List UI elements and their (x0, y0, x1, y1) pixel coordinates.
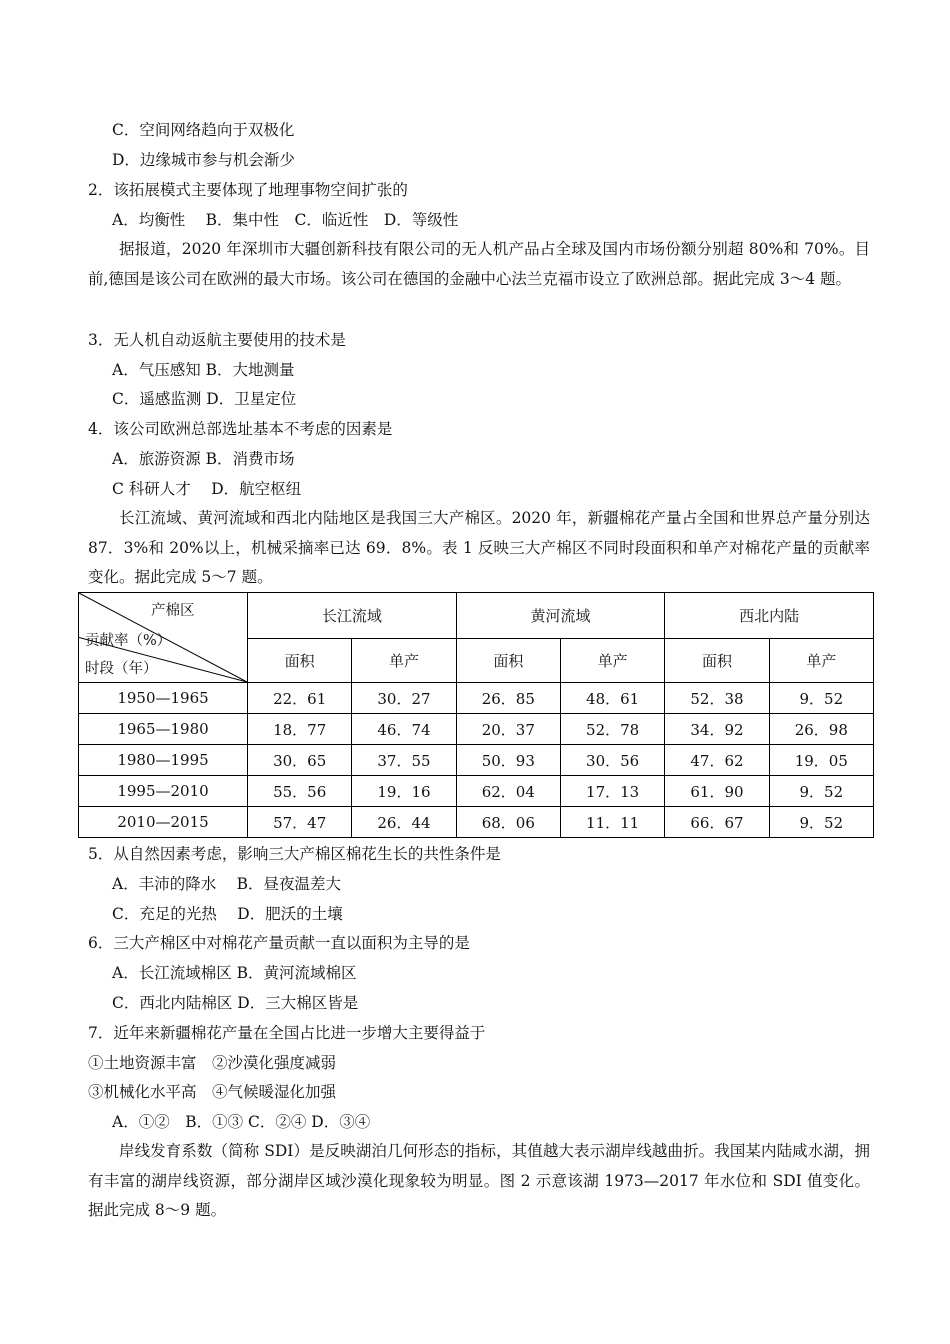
value-cell: 62．04 (456, 776, 560, 807)
value-cell: 18．77 (248, 714, 352, 745)
q1-option-c: C．空间网络趋向于双极化 (112, 121, 295, 139)
value-cell: 48．61 (560, 683, 664, 714)
q7-items-3-4: ③机械化水平高 ④气候暖湿化加强 (88, 1083, 337, 1101)
period-cell: 2010—2015 (79, 807, 248, 838)
q2-options: A．均衡性 B．集中性 C．临近性 D．等级性 (112, 211, 459, 229)
q3-options-cd: C．遥感监测 D．卫星定位 (112, 390, 297, 408)
value-cell: 17．13 (560, 776, 664, 807)
table-row (79, 714, 874, 745)
q5-options-cd: C．充足的光热 D．肥沃的土壤 (112, 905, 343, 923)
subheader-yield: 单产 (560, 639, 664, 683)
cotton-contribution-table (78, 592, 874, 838)
q6-options-cd: C．西北内陆棉区 D．三大棉区皆是 (112, 994, 359, 1012)
period-cell: 1950—1965 (79, 683, 248, 714)
value-cell: 61．90 (665, 776, 769, 807)
corner-region-label: 产棉区 (151, 603, 195, 619)
subheader-area: 面积 (665, 639, 769, 683)
value-cell: 26．85 (456, 683, 560, 714)
value-cell: 66．67 (665, 807, 769, 838)
corner-rate-label: 贡献率（%） (85, 633, 172, 649)
subheader-area: 面积 (248, 639, 352, 683)
value-cell: 30．65 (248, 745, 352, 776)
value-cell: 55．56 (248, 776, 352, 807)
value-cell: 19．05 (769, 745, 873, 776)
subheader-area: 面积 (456, 639, 560, 683)
value-cell: 52．78 (560, 714, 664, 745)
value-cell: 11．11 (560, 807, 664, 838)
value-cell: 37．55 (352, 745, 456, 776)
q3-options-ab: A．气压感知 B．大地测量 (112, 361, 295, 379)
value-cell: 9．52 (769, 807, 873, 838)
q3-stem: 3．无人机自动返航主要使用的技术是 (88, 331, 346, 349)
value-cell: 19．16 (352, 776, 456, 807)
value-cell: 52．38 (665, 683, 769, 714)
passage-lake: 岸线发育系数（简称 SDI）是反映湖泊几何形态的指标，其值越大表示湖岸线越曲折。我国某内陆咸水湖，拥有丰富的湖岸线资源，部分湖岸区域沙漠化现象较为明显。图 2 示意该湖 1973—2017 年水位和 SDI 值变化。据此完成 8～9 题。 (88, 1142, 870, 1220)
value-cell: 47．62 (665, 745, 769, 776)
table-row (79, 683, 874, 714)
subheader-yield: 单产 (352, 639, 456, 683)
region-header: 长江流域 (248, 593, 457, 639)
q6-stem: 6．三大产棉区中对棉花产量贡献一直以面积为主导的是 (88, 934, 470, 952)
table-row (79, 807, 874, 838)
value-cell: 26．98 (769, 714, 873, 745)
q5-stem: 5．从自然因素考虑，影响三大产棉区棉花生长的共性条件是 (88, 845, 501, 863)
q4-stem: 4．该公司欧洲总部选址基本不考虑的因素是 (88, 420, 393, 438)
period-cell: 1995—2010 (79, 776, 248, 807)
region-header: 西北内陆 (665, 593, 874, 639)
q5-options-ab: A．丰沛的降水 B．昼夜温差大 (112, 875, 342, 893)
value-cell: 30．56 (560, 745, 664, 776)
value-cell: 9．52 (769, 776, 873, 807)
value-cell: 50．93 (456, 745, 560, 776)
period-cell: 1980—1995 (79, 745, 248, 776)
q7-stem: 7．近年来新疆棉花产量在全国占比进一步增大主要得益于 (88, 1024, 486, 1042)
value-cell: 34．92 (665, 714, 769, 745)
q6-options-ab: A．长江流域棉区 B．黄河流域棉区 (112, 964, 357, 982)
q7-items-1-2: ①土地资源丰富 ②沙漠化强度减弱 (88, 1054, 337, 1072)
q1-option-d: D．边缘城市参与机会渐少 (112, 151, 295, 169)
table-row (79, 745, 874, 776)
passage-drone: 据报道，2020 年深圳市大疆创新科技有限公司的无人机产品占全球及国内市场份额分别超 80%和 70%。目前,德国是该公司在欧洲的最大市场。该公司在德国的金融中心法兰克福市设立了欧洲总部。据此完成 3～4 题。 (88, 240, 870, 288)
corner-period-label: 时段（年） (85, 661, 158, 677)
q7-options: A．①② B．①③ C．②④ D．③④ (112, 1113, 371, 1131)
value-cell: 57．47 (248, 807, 352, 838)
value-cell: 26．44 (352, 807, 456, 838)
q4-options-cd: C 科研人才 D．航空枢纽 (112, 480, 302, 498)
value-cell: 9．52 (769, 683, 873, 714)
value-cell: 46．74 (352, 714, 456, 745)
q2-stem: 2．该拓展模式主要体现了地理事物空间扩张的 (88, 181, 408, 199)
value-cell: 22．61 (248, 683, 352, 714)
subheader-yield: 单产 (769, 639, 873, 683)
value-cell: 20．37 (456, 714, 560, 745)
value-cell: 30．27 (352, 683, 456, 714)
passage-cotton: 长江流域、黄河流域和西北内陆地区是我国三大产棉区。2020 年，新疆棉花产量占全国和世界总产量分别达 87．3%和 20%以上，机械采摘率已达 69．8%。表 1 反映三大产棉区不同时段面积和单产对棉花产量的贡献率变化。据此完成 5～7 题。 (88, 509, 870, 587)
table-corner-header (79, 593, 248, 683)
value-cell: 68．06 (456, 807, 560, 838)
q4-options-ab: A．旅游资源 B．消费市场 (112, 450, 295, 468)
table-row (79, 776, 874, 807)
period-cell: 1965—1980 (79, 714, 248, 745)
region-header: 黄河流域 (456, 593, 665, 639)
